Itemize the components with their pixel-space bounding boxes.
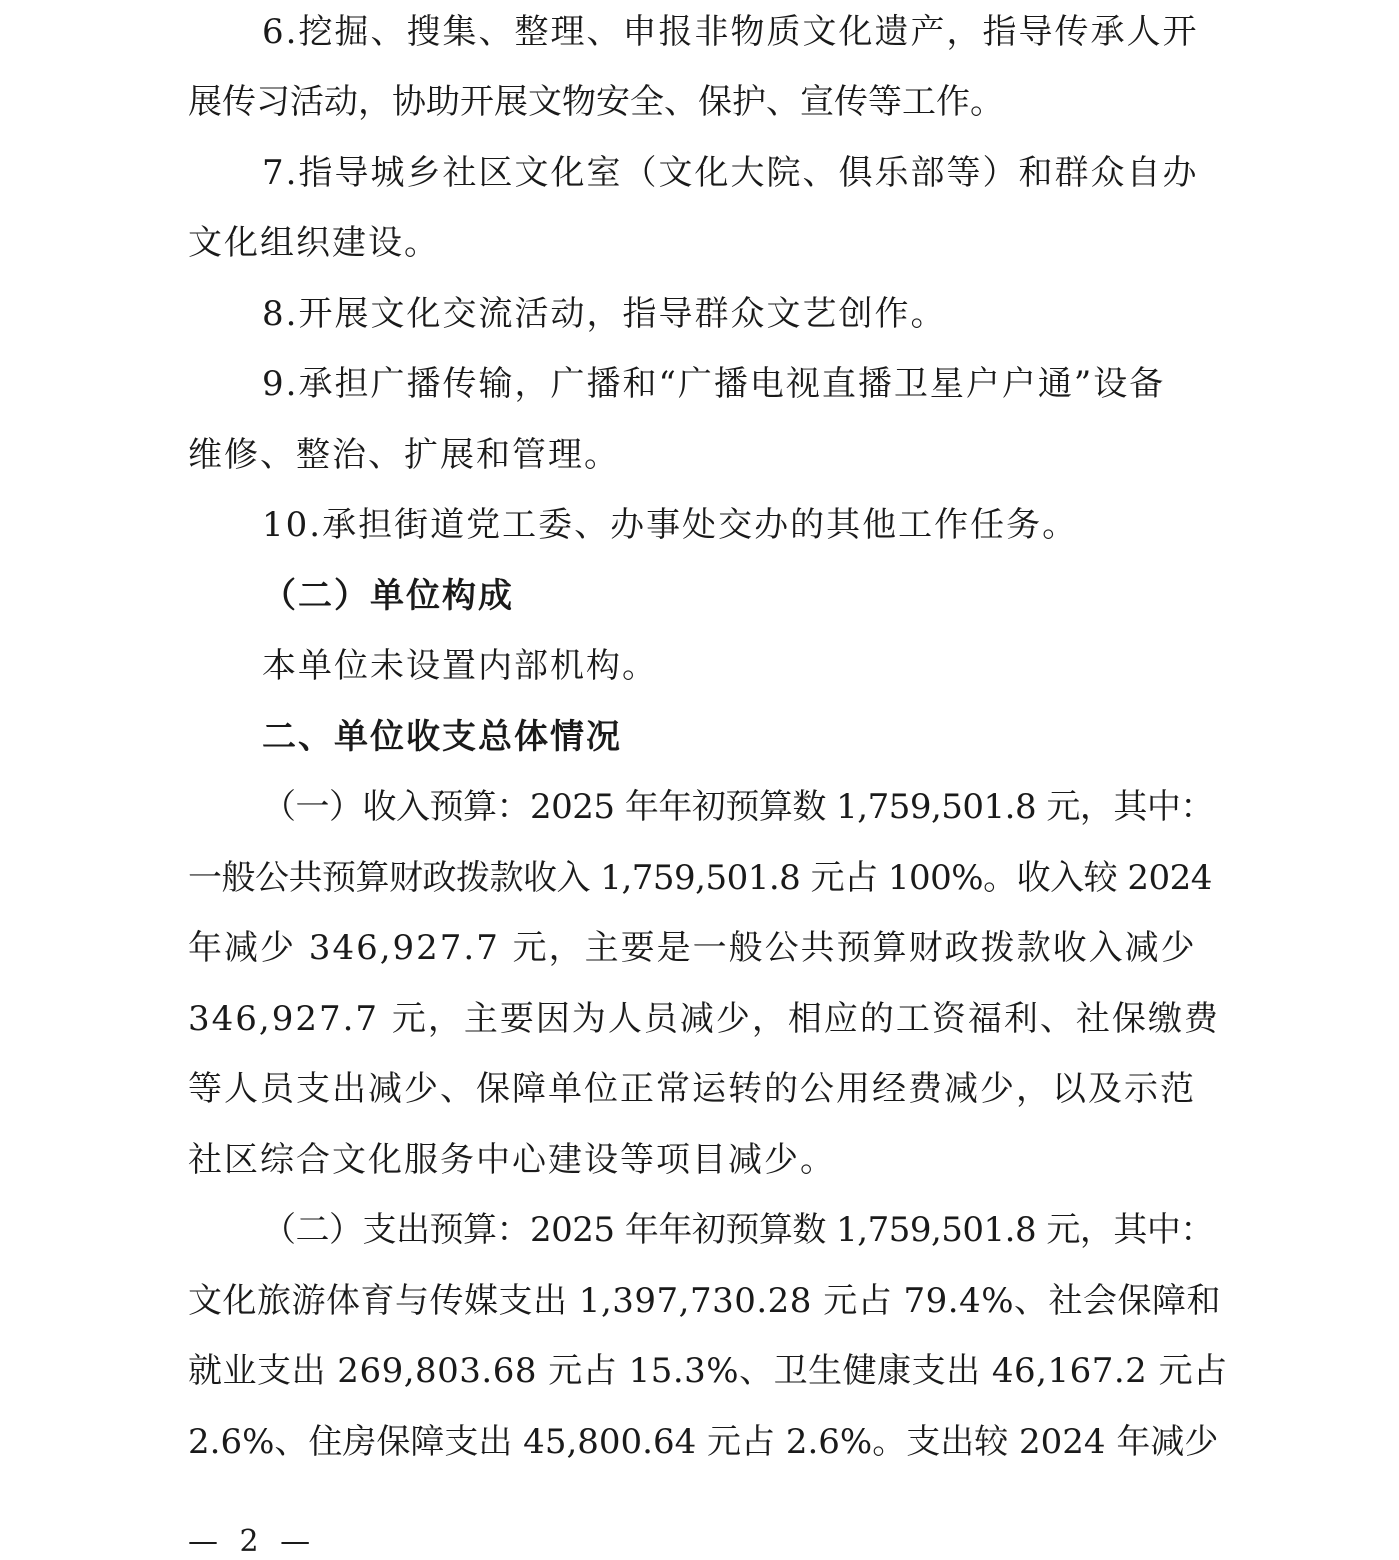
section-subheading: （二）单位构成 xyxy=(262,576,514,616)
paragraph-line: 本单位未设置内部机构。 xyxy=(262,646,658,686)
paragraph-line: 8.开展文化交流活动，指导群众文艺创作。 xyxy=(262,294,947,334)
paragraph-line: 346,927.7 元，主要因为人员减少，相应的工资福利、社保缴费 xyxy=(188,999,1220,1039)
paragraph-line: 文化旅游体育与传媒支出 1,397,730.28 元占 79.4%、社会保障和 xyxy=(188,1281,1222,1321)
paragraph-line: 9.承担广播传输，广播和“广播电视直播卫星户户通”设备 xyxy=(262,364,1166,404)
paragraph-line: 10.承担街道党工委、办事处交办的其他工作任务。 xyxy=(262,505,1079,545)
section-heading: 二、单位收支总体情况 xyxy=(262,717,622,757)
paragraph-line: 维修、整治、扩展和管理。 xyxy=(188,435,620,475)
paragraph-line: 一般公共预算财政拨款收入 1,759,501.8 元占 100%。收入较 2024 xyxy=(188,858,1212,898)
paragraph-line: 等人员支出减少、保障单位正常运转的公用经费减少，以及示范 xyxy=(188,1069,1196,1109)
paragraph-line: 展传习活动，协助开展文物安全、保护、宣传等工作。 xyxy=(188,82,1004,122)
paragraph-line: （一）收入预算：2025 年年初预算数 1,759,501.8 元，其中： xyxy=(262,787,1214,827)
paragraph-line: 文化组织建设。 xyxy=(188,223,440,263)
paragraph-line: 7.指导城乡社区文化室（文化大院、俱乐部等）和群众自办 xyxy=(262,153,1199,193)
paragraph-line: 社区综合文化服务中心建设等项目减少。 xyxy=(188,1140,836,1180)
paragraph-line: 2.6%、住房保障支出 45,800.64 元占 2.6%。支出较 2024 年减少 xyxy=(188,1422,1219,1462)
paragraph-line: 6.挖掘、搜集、整理、申报非物质文化遗产，指导传承人开 xyxy=(262,12,1199,52)
paragraph-line: 就业支出 269,803.68 元占 15.3%、卫生健康支出 46,167.2 元占 xyxy=(188,1351,1228,1391)
paragraph-line: （二）支出预算：2025 年年初预算数 1,759,501.8 元，其中： xyxy=(262,1210,1214,1250)
page-number: — 2 — xyxy=(188,1524,317,1559)
paragraph-line: 年减少 346,927.7 元，主要是一般公共预算财政拨款收入减少 xyxy=(188,928,1197,968)
